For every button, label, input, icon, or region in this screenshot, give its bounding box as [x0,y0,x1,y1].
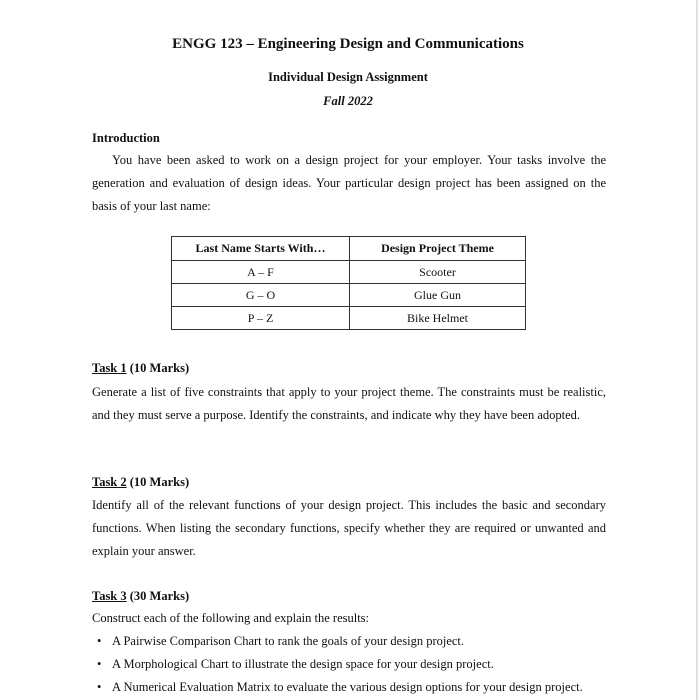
table-header-row [172,237,526,261]
task-2-marks: (10 Marks) [129,475,190,489]
table-row [172,307,526,330]
table-cell: G – O [172,284,350,307]
table-cell: A – F [172,261,350,284]
task-2-heading [92,475,189,490]
table-cell: Bike Helmet [350,307,526,330]
table-row [172,284,526,307]
column-header: Last Name Starts With… [172,237,350,261]
bullet-icon: • [97,680,102,694]
task-3-name: Task 3 [92,589,127,603]
column-header: Design Project Theme [350,237,526,261]
bullet-icon: • [97,657,102,671]
task-2-text: Identify all of the relevant functions of your design project. This includes the basic and secondary functions. When listing the secondary functions, specify whether they are required or unwanted and explain your answer. [92,498,606,558]
list-item-text: A Pairwise Comparison Chart to rank the goals of your design project. [112,634,465,648]
task-3-heading [92,589,189,604]
term-label: Fall 2022 [323,94,373,108]
list-item-text: A Morphological Chart to illustrate the design space for your design project. [112,657,494,671]
task-3-marks: (30 Marks) [129,589,190,603]
list-item [92,653,622,676]
task-3-text: Construct each of the following and explain the results: [92,611,370,625]
bullet-icon: • [97,634,102,648]
task-3-bullet-list [92,630,622,699]
task-2-name: Task 2 [92,475,127,489]
task-1-heading [92,361,189,376]
task-1-marks: (10 Marks) [129,361,190,375]
table-cell: Scooter [350,261,526,284]
introduction-heading: Introduction [92,131,160,145]
introduction-text: You have been asked to work on a design project for your employer. Your tasks involve the generation and evaluation of design ideas. Your particular design project has been assigned on the basis of your last name: [92,153,606,213]
course-title: ENGG 123 – Engineering Design and Communications [172,36,524,52]
table-cell: P – Z [172,307,350,330]
task-1-text: Generate a list of five constraints that apply to your project theme. The constraints must be realistic, and they must serve a purpose. Identify the constraints, and indicate why they have been adopted. [92,385,606,422]
list-item-text: A Numerical Evaluation Matrix to evaluate the various design options for your design project. [112,680,583,694]
table-row [172,261,526,284]
list-item [92,676,622,699]
project-theme-table [171,236,526,330]
assignment-subtitle: Individual Design Assignment [268,70,428,84]
list-item [92,630,622,653]
task-1-name: Task 1 [92,361,127,375]
table-cell: Glue Gun [350,284,526,307]
